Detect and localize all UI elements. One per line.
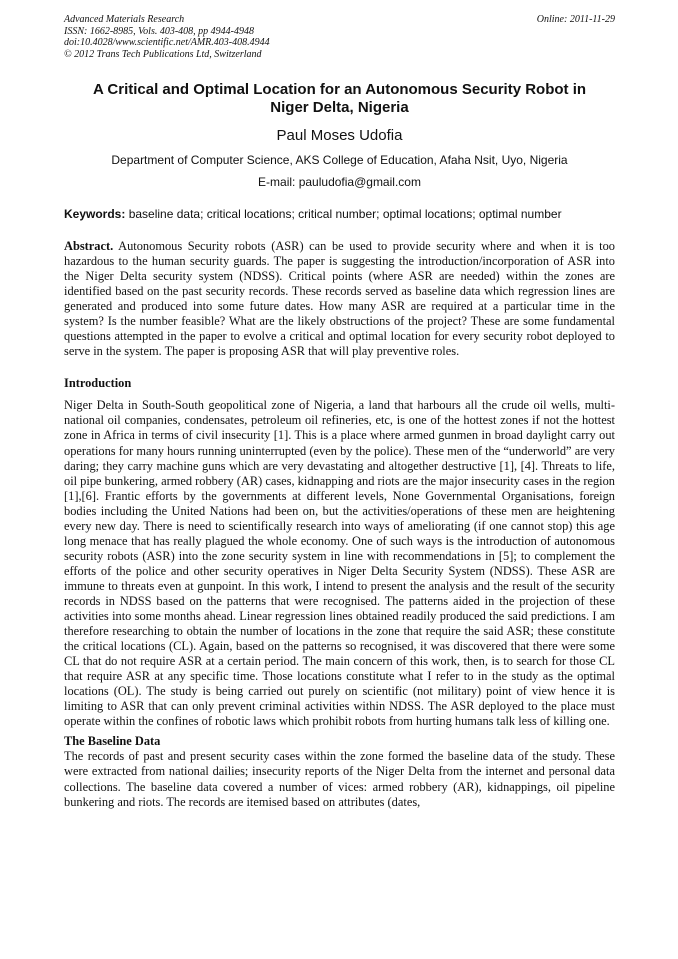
abstract-label: Abstract. (64, 239, 114, 253)
keywords-label: Keywords: (64, 207, 126, 221)
doi-line[interactable]: doi:10.4028/www.scientific.net/AMR.403-408.4944 (64, 37, 270, 48)
journal-name: Advanced Materials Research (64, 14, 185, 25)
abstract-text: Autonomous Security robots (ASR) can be used to provide security where and when it is too hazardous to the human security guards. The paper is suggesting the introduction/incorporation of ASR into the Niger Delta security system (NDSS). Critical points (where ASR are needed) within the zones are identified based on the past security records. These records served as baseline data which regression lines are generated and produced into some future dates. How many ASR are required at a particular time in the system? Is the number feasible? What are the likely obstructions of the project? These are some fundamental questions attempted in the paper to evolve a critical and optimal location for every security robot deployed to serve in the system. The paper is proposing ASR that will play preventive roles. (64, 239, 615, 359)
introduction-text: Niger Delta in South-South geopolitical zone of Nigeria, a land that harbours all the crude oil wells, multi-national oil companies, condensates, petroleum oil refineries, etc, is one of the hottest zones if not the hottest zone in Africa in terms of civil insecurity [1]. This is a place where armed gunmen in broad daylight carry out operations for many hours running uninterrupted (even by the police). These men of the “underworld” are very daring; they carry machine guns which are very devastating and altogether destructive [1], [4]. Threats to life, oil pipe bunkering, armed robbery (AR) cases, kidnapping and riots are the major insecurity cases in the region [1],[6]. Frantic efforts by the governments at different levels, None Governmental Organisations, foreign bodies including the United Nations had been on, but the activities/operations of these men are heightening every new day. There is need to scientifically research into ways of ameliorating (if one cannot stop) this age long menace that has really plagued the whole economy. One of such ways is the introduction of autonomous security robots (ASR) into the zone security system in line with recommendations in [5]; to complement the efforts of the police and other security operatives in Niger Delta Security System (NDSS). These ASR are immune to threats even at gunpoint. In this work, I intend to present the analysis and the result of the security records in NDSS based on the patterns that were recognised. The patterns aided in the projection of these activities into some months ahead. Linear regression lines obtained readily produced the said predictions. I am therefore researching to obtain the number of locations in the zone that require the said ASR; these constitute the critical locations (CL). Again, based on the patterns so recognised, it was discovered that there were some CL that do not require ASR at a certain period. The main concern of this work, then, is to search for those CL that require ASR at any specific time. Those locations constitute what I refer to in the study as the optimal locations (OL). The study is being carried out purely on scientific (not military) point of view hence it is limiting to ASR that can only prevent criminal activities within NDSS. The ASR deployed to the place must operate within the confines of robotic laws which prohibit robots from hurting humans talk less of killing one. (64, 398, 615, 729)
abstract (64, 239, 615, 359)
journal-header (64, 14, 615, 60)
online-date: Online: 2011-11-29 (536, 14, 615, 25)
paper-title: A Critical and Optimal Location for an Autonomous Security Robot in Niger Delta, Nigeria (92, 81, 587, 116)
issn-line: ISSN: 1662-8985, Vols. 403-408, pp 4944-4948 (64, 25, 254, 37)
author-name: Paul Moses Udofia (276, 127, 403, 144)
author-email[interactable]: E-mail: pauludofia@gmail.com (258, 175, 421, 189)
copyright-line: © 2012 Trans Tech Publications Ltd, Switzerland (64, 48, 262, 60)
section-heading-baseline-data: The Baseline Data (64, 734, 161, 749)
author-affiliation: Department of Computer Science, AKS College of Education, Afaha Nsit, Uyo, Nigeria (111, 153, 568, 167)
paper-page (64, 14, 615, 810)
keywords (64, 207, 615, 221)
keywords-text: baseline data; critical locations; critical number; optimal locations; optimal number (128, 207, 562, 221)
baseline-data-text: The records of past and present security cases within the zone formed the baseline data of the study. These were extracted from national dailies; insecurity reports of the Niger Delta from the internet and personal data collections. The baseline data covered a number of vices: armed robbery (AR), kidnappings, oil pipeline bunkering and riots. The records are itemised based on attributes (dates, (64, 749, 615, 809)
section-heading-introduction: Introduction (64, 376, 132, 391)
